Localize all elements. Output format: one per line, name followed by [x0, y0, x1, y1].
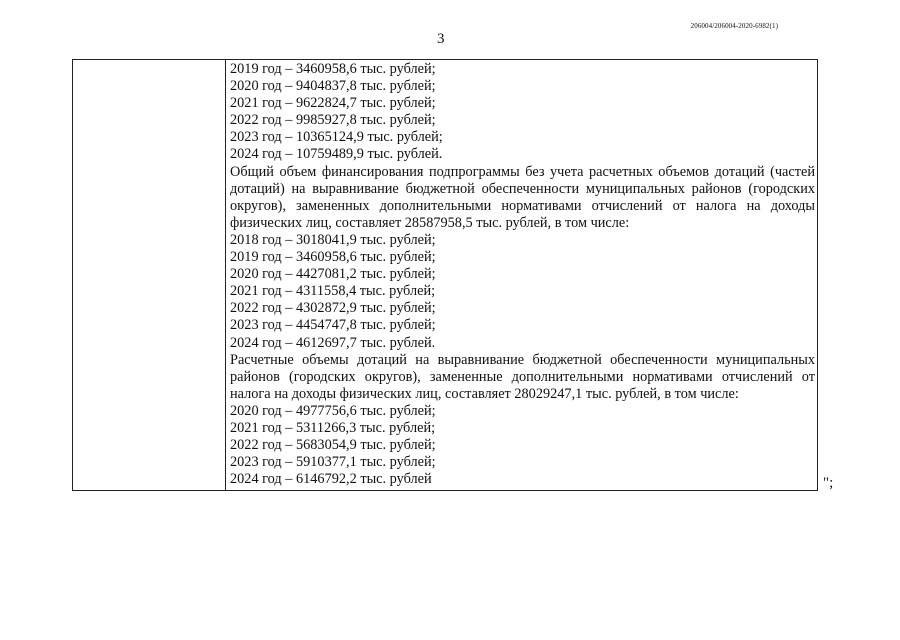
- year-line: 2020 год – 4977756,6 тыс. рублей;: [230, 402, 436, 419]
- year-line: 2021 год – 4311558,4 тыс. рублей;: [230, 283, 436, 300]
- year-line: 2023 год – 4454747,8 тыс. рублей;: [230, 317, 436, 334]
- year-line: 2024 год – 6146792,2 тыс. рублей: [230, 471, 432, 488]
- page-number: 3: [437, 31, 445, 47]
- year-line: 2019 год – 3460958,6 тыс. рублей;: [230, 61, 436, 77]
- year-line: 2019 год – 3460958,6 тыс. рублей;: [230, 249, 436, 266]
- funding-table: [72, 59, 818, 491]
- year-line: 2020 год – 4427081,2 тыс. рублей;: [230, 266, 436, 283]
- year-line: 2022 год – 9985927,8 тыс. рублей;: [230, 112, 436, 129]
- subsidy-volumes-paragraph: Расчетные объемы дотаций на выравнивание бюджетной обеспеченности муниципальных районов (городских округов), замененные дополнительными нормативами отчислений от налога на доходы физических лиц, составляет 28029247,1 тыс. рублей, в том числе:: [230, 351, 815, 402]
- year-line: 2024 год – 10759489,9 тыс. рублей.: [230, 146, 443, 163]
- year-line: 2024 год – 4612697,7 тыс. рублей.: [230, 334, 436, 351]
- year-line: 2022 год – 5683054,9 тыс. рублей;: [230, 437, 436, 454]
- funding-text: [230, 61, 815, 488]
- document-id: 206004/206004-2020-6982(1): [690, 22, 778, 30]
- year-line: 2023 год – 10365124,9 тыс. рублей;: [230, 129, 443, 146]
- column-divider: [225, 60, 226, 490]
- year-line: 2023 год – 5910377,1 тыс. рублей;: [230, 454, 436, 471]
- year-line: 2021 год – 9622824,7 тыс. рублей;: [230, 95, 436, 112]
- closing-quote-mark: ";: [823, 475, 834, 491]
- year-line: 2022 год – 4302872,9 тыс. рублей;: [230, 300, 436, 317]
- year-line: 2021 год – 5311266,3 тыс. рублей;: [230, 419, 436, 436]
- total-funding-paragraph: Общий объем финансирования подпрограммы без учета расчетных объемов дотаций (частей дотаций) на выравнивание бюджетной обеспеченности муниципальных районов (городских округов), замененных дополнительными нормативами отчислений от налога на доходы физических лиц, составляет 28587958,5 тыс. рублей, в том числе:: [230, 163, 815, 231]
- year-line: 2020 год – 9404837,8 тыс. рублей;: [230, 78, 436, 95]
- year-line: 2018 год – 3018041,9 тыс. рублей;: [230, 231, 436, 248]
